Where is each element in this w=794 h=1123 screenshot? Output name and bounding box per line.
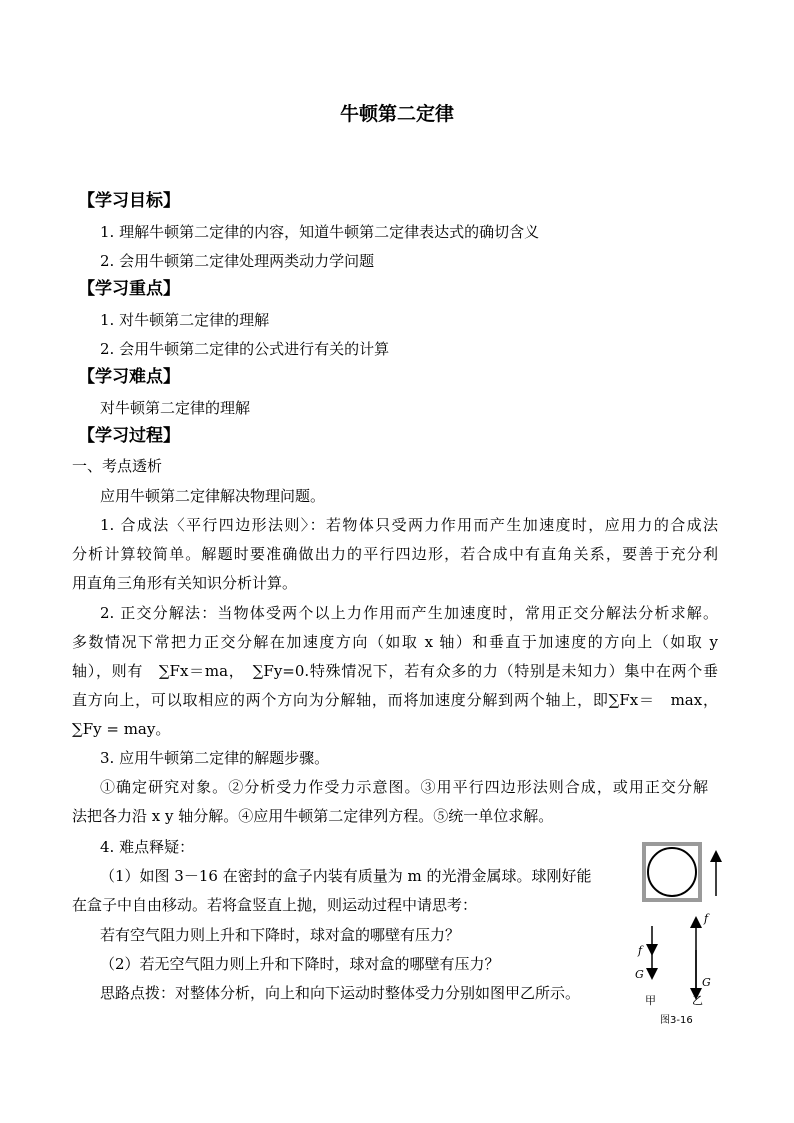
goal-item-2: 2. 会用牛顿第二定律处理两类动力学问题: [100, 252, 375, 270]
paragraph-line: ①确定研究对象。②分析受力作受力示意图。③用平行四边形法则合成，或用正交分解: [100, 778, 708, 796]
paragraph-line: 多数情况下常把力正交分解在加速度方向（如取 x 轴）和垂直于加速度的方向上（如取 y: [72, 633, 718, 651]
difficulty-item-1: 对牛顿第二定律的理解: [100, 399, 251, 417]
paragraph-line: 分析计算较简单。解题时要准确做出力的平行四边形，若合成中有直角关系，要善于充分利: [72, 545, 718, 563]
question-1-line: 若有空气阻力则上升和下降时，球对盒的哪壁有压力？: [100, 926, 461, 944]
paragraph-line: 直方向上，可以取相应的两个方向为分解轴，而将加速度分解到两个轴上，即∑Fx＝ max，: [72, 691, 718, 709]
figure-3-16: [630, 838, 730, 1028]
paragraph-line: 轴），则有 ∑Fx＝ma， ∑Fy=0.特殊情况下，若有众多的力（特别是未知力）集中在两个垂: [72, 662, 718, 680]
label-G-jia: G: [635, 968, 644, 981]
focus-item-1: 1. 对牛顿第二定律的理解: [100, 311, 270, 329]
question-2: （2）若无空气阻力则上升和下降时，球对盒的哪壁有压力？: [100, 955, 500, 973]
ball-shape: [648, 848, 696, 896]
paragraph-line: 法把各力沿 x y 轴分解。④应用牛顿第二定律列方程。⑤统一单位求解。: [72, 807, 554, 825]
section-heading-focus: 【学习重点】: [78, 279, 180, 299]
subheading-analysis: 一、考点透析: [72, 457, 163, 475]
page-title: 牛顿第二定律: [339, 103, 454, 125]
paragraph-steps-heading: 3. 应用牛顿第二定律的解题步骤。: [100, 749, 330, 767]
question-1-line: 在盒子中自由移动。若将盒竖直上抛，则运动过程中请思考：: [72, 896, 478, 914]
label-jia: 甲: [645, 994, 656, 1007]
label-f-yi: f: [704, 912, 709, 925]
figure-caption: 图3-16: [660, 1015, 693, 1026]
paragraph-line: ∑Fy = may。: [72, 720, 171, 738]
force-diagram: [630, 838, 730, 1028]
section-heading-goals: 【学习目标】: [78, 191, 180, 211]
paragraph-line: 用直角三角形有关知识分析计算。: [72, 574, 298, 592]
section-heading-difficulty: 【学习难点】: [78, 367, 180, 387]
question-1-line: （1）如图 3－16 在密封的盒子内装有质量为 m 的光滑金属球。球刚好能: [100, 867, 592, 885]
paragraph-intro: 应用牛顿第二定律解决物理问题。: [100, 487, 326, 505]
label-f-jia: f: [638, 944, 643, 957]
label-G-yi: G: [702, 976, 711, 989]
section-heading-process: 【学习过程】: [78, 426, 180, 446]
paragraph-difficulty-heading: 4. 难点释疑：: [100, 838, 195, 856]
goal-item-1: 1. 理解牛顿第二定律的内容，知道牛顿第二定律表达式的确切含义: [100, 223, 540, 241]
label-yi: 乙: [692, 994, 703, 1007]
hint-paragraph: 思路点拨：对整体分析，向上和向下运动时整体受力分别如图甲乙所示。: [100, 984, 581, 1002]
focus-item-2: 2. 会用牛顿第二定律的公式进行有关的计算: [100, 340, 390, 358]
paragraph-line: 2. 正交分解法：当物体受两个以上力作用而产生加速度时，常用正交分解法分析求解。: [100, 604, 718, 622]
paragraph-line: 1. 合成法〈平行四边形法则〉：若物体只受两力作用而产生加速度时，应用力的合成法: [100, 516, 718, 534]
